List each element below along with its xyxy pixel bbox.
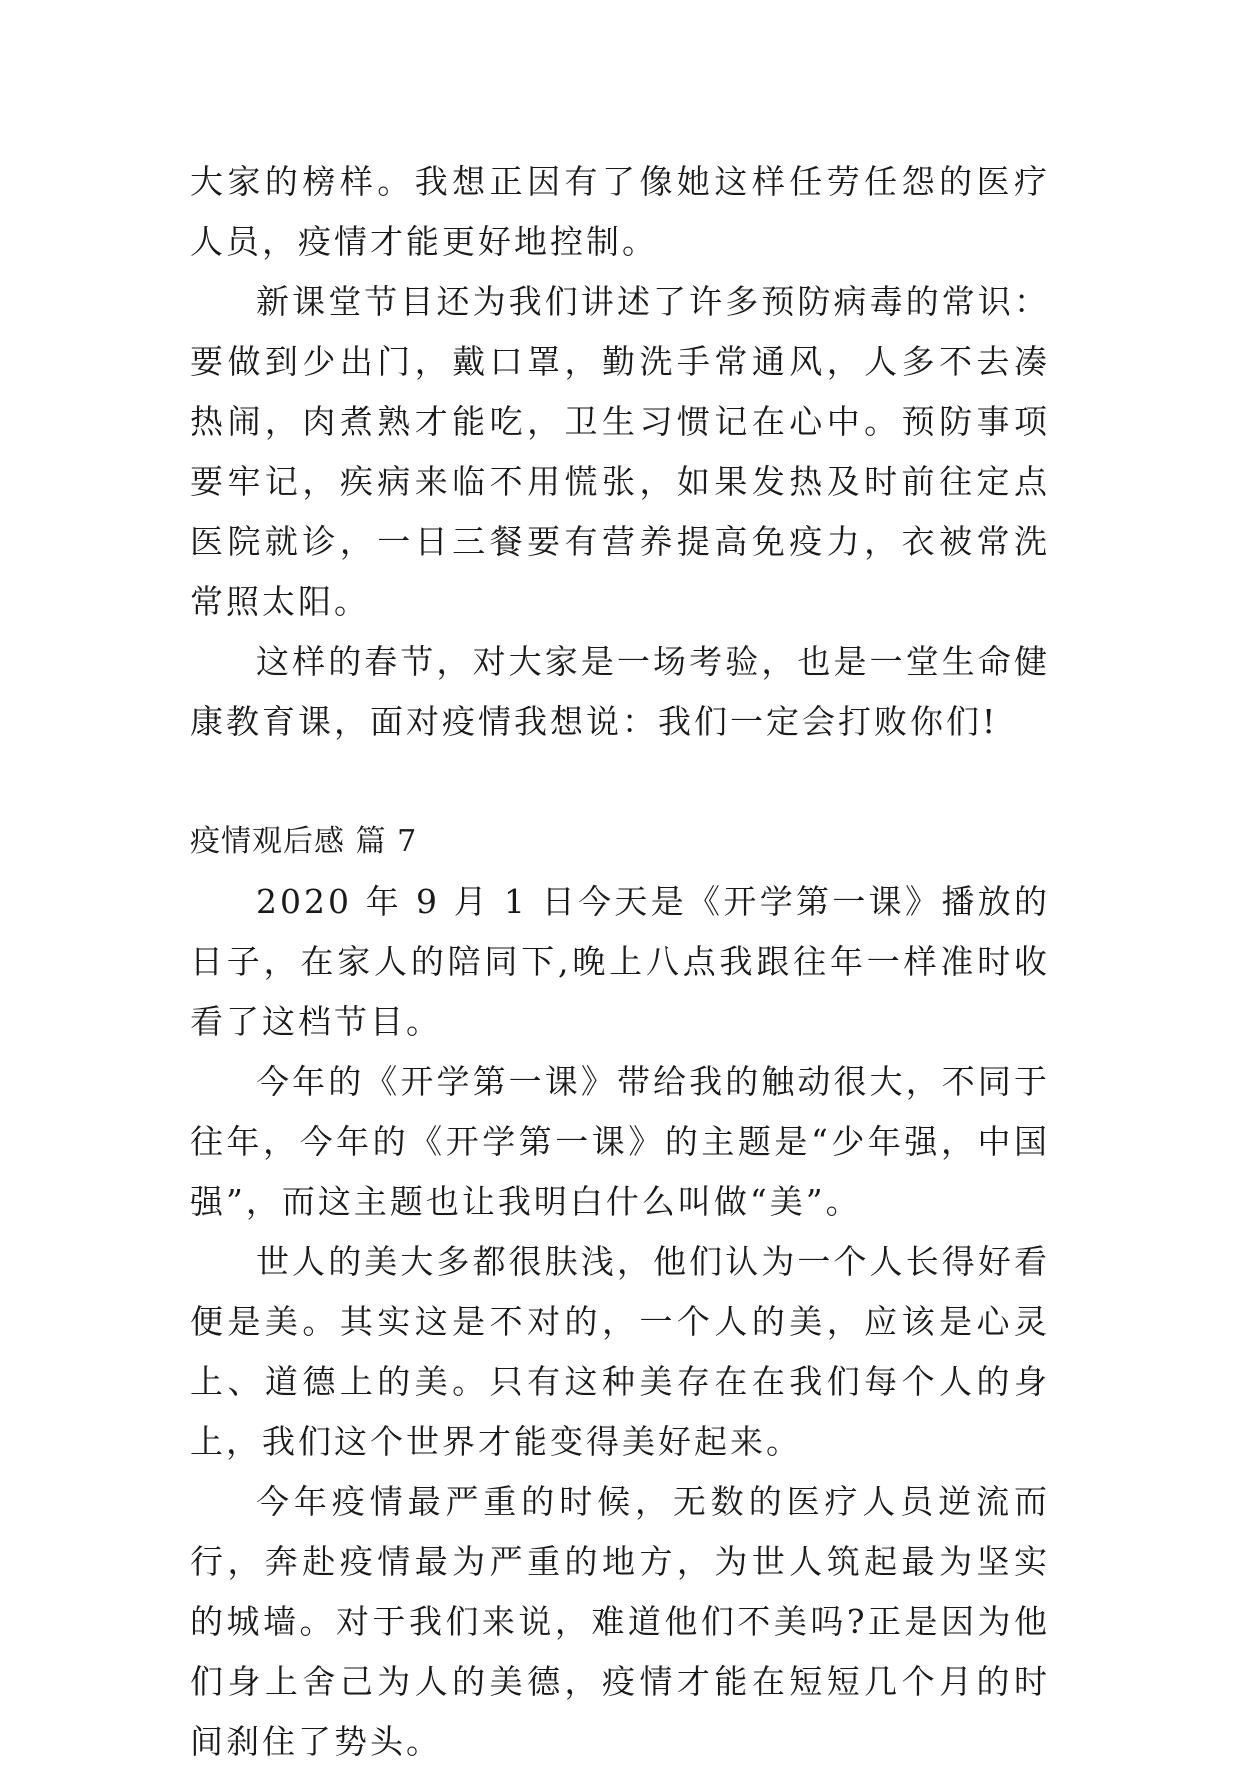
paragraph-first-class: 2020 年 9 月 1 日今天是《开学第一课》播放的日子，在家人的陪同下,晚上八点我跟往年一样准时收看了这档节目。 bbox=[190, 882, 1050, 1041]
paragraph-spring-festival: 这样的春节，对大家是一场考验，也是一堂生命健康教育课，面对疫情我想说：我们一定会打败你们! bbox=[190, 642, 1050, 741]
paragraph-beauty: 世人的美大多都很肤浅，他们认为一个人长得好看便是美。其实这是不对的，一个人的美，应该是心灵上、道德上的美。只有这种美存在在我们每个人的身上，我们这个世界才能变得美好起来。 bbox=[190, 1242, 1050, 1461]
document-body bbox=[190, 152, 1050, 1772]
paragraph-prevention: 新课堂节目还为我们讲述了许多预防病毒的常识：要做到少出门，戴口罩，勤洗手常通风，人多不去凑热闹，肉煮熟才能吃，卫生习惯记在心中。预防事项要牢记，疾病来临不用慌张，如果发热及时前往定点医院就诊，一日三餐要有营养提高免疫力，衣被常洗常照太阳。 bbox=[190, 282, 1050, 621]
paragraph-continued: 大家的榜样。我想正因有了像她这样任劳任怨的医疗人员，疫情才能更好地控制。 bbox=[190, 162, 1050, 261]
paragraph-theme: 今年的《开学第一课》带给我的触动很大，不同于往年，今年的《开学第一课》的主题是“少年强，中国强”，而这主题也让我明白什么叫做“美”。 bbox=[190, 1062, 1050, 1221]
section-heading: 疫情观后感 篇 7 bbox=[190, 824, 418, 859]
paragraph-medical-staff: 今年疫情最严重的时候，无数的医疗人员逆流而行，奔赴疫情最为严重的地方，为世人筑起最为坚实的城墙。对于我们来说，难道他们不美吗?正是因为他们身上舍己为人的美德，疫情才能在短短几个月的时间刹住了势头。 bbox=[190, 1482, 1050, 1761]
